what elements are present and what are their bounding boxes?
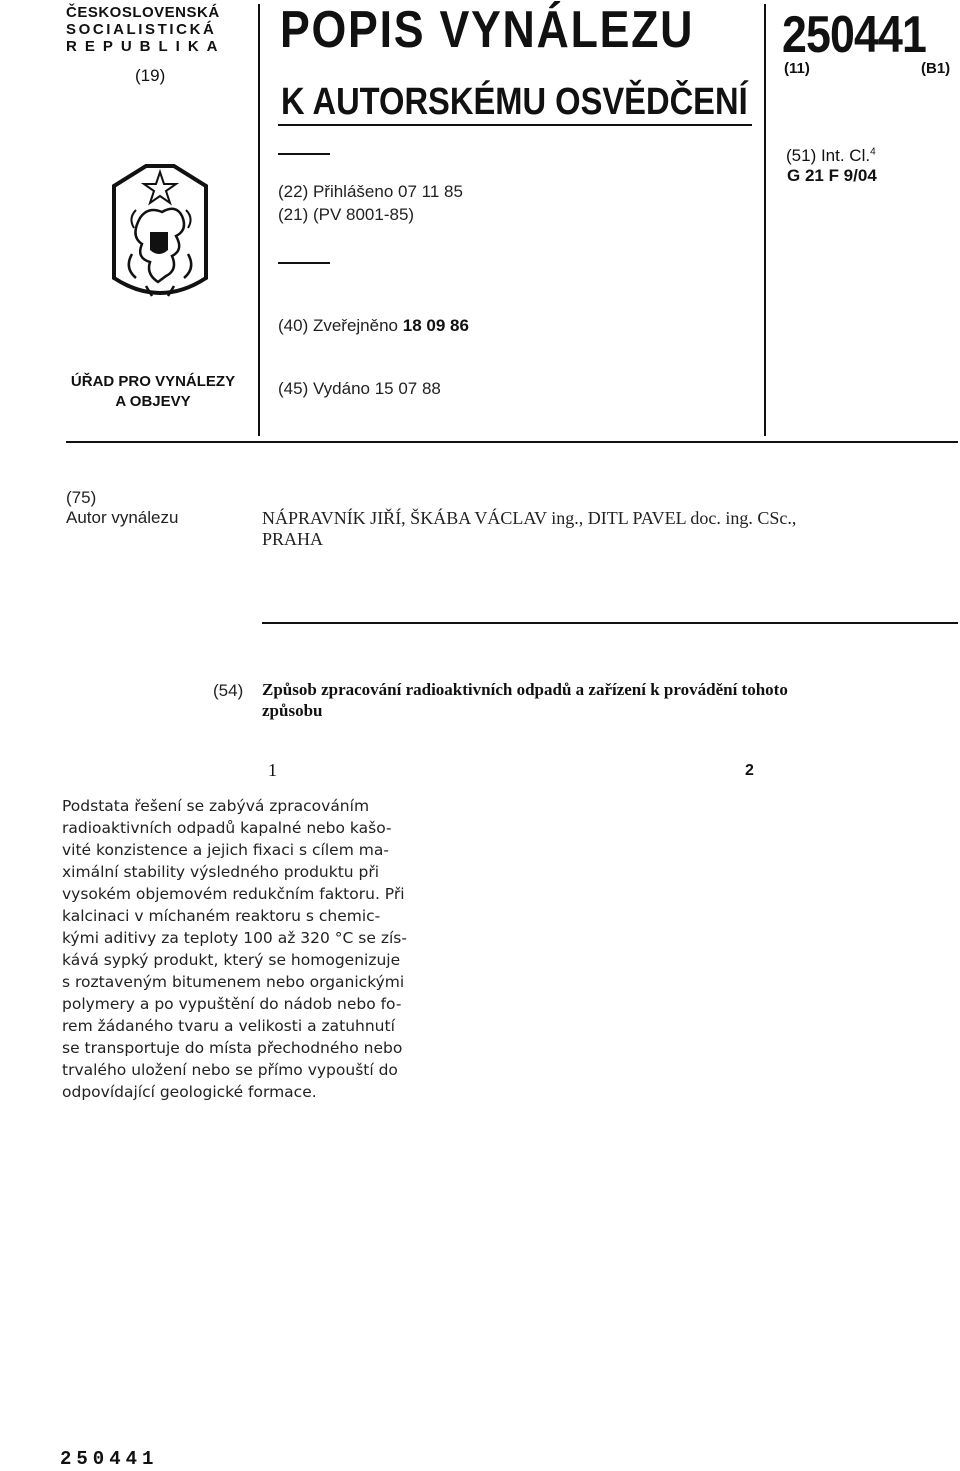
publication-date-label: (40) Zveřejněno (278, 316, 403, 335)
invention-title-line-1: Způsob zpracování radioaktivních odpadů a zařízení k provádění tohoto (262, 680, 788, 699)
abstract-line: vité konzistence a jejich fixaci s cílem ma- (62, 841, 389, 859)
authors-code: (75) (66, 488, 97, 507)
document-title: POPIS VYNÁLEZU (280, 1, 695, 59)
abstract-line: Podstata řešení se zabývá zpracováním (62, 797, 370, 815)
footer-patent-number: 250441 (60, 1448, 159, 1470)
application-date: (22) Přihlášeno 07 11 85 (278, 182, 463, 201)
authors-city: PRAHA (262, 529, 324, 549)
country-name (66, 4, 256, 55)
int-class-label (786, 146, 876, 166)
abstract-line: kává sypký produkt, který se homogenizuje (62, 951, 401, 969)
abstract-line: kalcinaci v míchaném reaktoru s chemic- (62, 907, 381, 925)
int-class-sup: 4 (870, 146, 876, 158)
patent-office (64, 372, 242, 412)
publication-date (278, 316, 469, 336)
country-code: (19) (135, 66, 166, 85)
column-number-right: 2 (745, 762, 754, 779)
abstract-line: trvalého uložení nebo se přímo vypouští do (62, 1061, 398, 1079)
header-bottom-rule (66, 441, 958, 443)
int-class-value: G 21 F 9/04 (787, 166, 877, 185)
divider-left (258, 4, 260, 436)
authors-bottom-rule (262, 622, 958, 624)
invention-title-line-2: způsobu (262, 701, 323, 720)
state-emblem-icon (106, 158, 214, 310)
abstract-line: se transportuje do místa přechodného nebo (62, 1039, 403, 1057)
code-11: (11) (784, 60, 810, 77)
code-b1: (B1) (921, 60, 951, 77)
abstract-line: s roztaveným bitumenem nebo organickými (62, 973, 405, 991)
application-number: (21) (PV 8001-85) (278, 205, 415, 224)
publication-date-value: 18 09 86 (402, 316, 469, 335)
title-underline (278, 124, 752, 126)
document-subtitle: K AUTORSKÉMU OSVĚDČENÍ (281, 81, 748, 123)
office-line-1: ÚŘAD PRO VYNÁLEZY (70, 373, 236, 390)
authors-names: NÁPRAVNÍK JIŘÍ, ŠKÁBA VÁCLAV ing., DITL PAVEL doc. ing. CSc., (262, 508, 797, 528)
office-line-2: A OBJEVY (115, 393, 191, 410)
abstract-text (62, 795, 490, 1103)
patent-number: 250441 (782, 6, 927, 64)
abstract-line: vysokém objemovém redukčním faktoru. Při (62, 885, 405, 903)
country-line-1: ČESKOSLOVENSKÁ (66, 4, 220, 21)
int-class-text: (51) Int. Cl. (786, 146, 871, 165)
short-rule-2 (278, 262, 330, 264)
authors-label: Autor vynálezu (66, 508, 179, 527)
country-line-2: SOCIALISTICKÁ (66, 21, 217, 38)
country-line-3: REPUBLIKA (66, 38, 226, 55)
abstract-line: rem žádaného tvaru a velikosti a zatuhnutí (62, 1017, 395, 1035)
issue-date: (45) Vydáno 15 07 88 (278, 379, 441, 398)
abstract-line: radioaktivních odpadů kapalné nebo kašo- (62, 819, 392, 837)
abstract-line: odpovídající geologické formace. (62, 1083, 317, 1101)
invention-code: (54) (213, 681, 244, 700)
divider-right (764, 4, 766, 436)
column-number-left: 1 (268, 760, 277, 780)
abstract-line: kými aditivy za teploty 100 až 320 °C se zís- (62, 929, 407, 947)
abstract-line: polymery a po vypuštění do nádob nebo fo- (62, 995, 402, 1013)
abstract-line: ximální stability výsledného produktu při (62, 863, 380, 881)
short-rule-1 (278, 153, 330, 155)
